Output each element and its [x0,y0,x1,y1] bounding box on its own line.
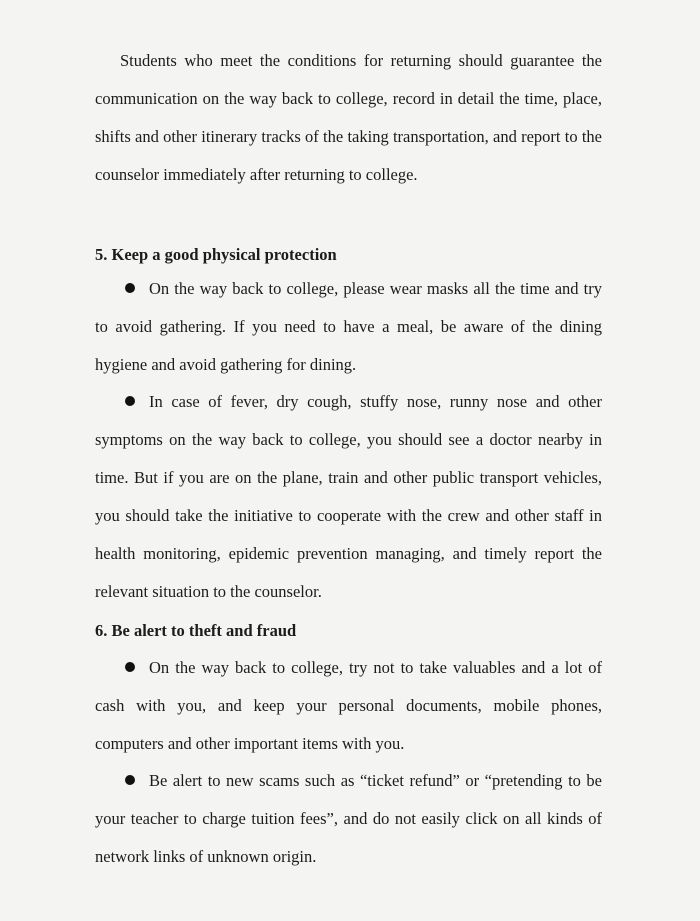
section-6-heading: 6. Be alert to theft and fraud [95,621,297,640]
bullet-text: Be alert to new scams such as “ticket refund” or “pretending to be your teacher to charge tuition fees”, and do not easily click on all kinds of network links of unknown origin. [95,771,602,866]
section-6-bullet-2 [95,762,602,876]
intro-paragraph: Students who meet the conditions for returning should guarantee the communication on the way back to college, record in detail the time, place, shifts and other itinerary tracks of the taking transportation, and report to the counselor immediately after returning to college. [95,51,602,184]
bullet-icon [125,775,135,785]
bullet-text: In case of fever, dry cough, stuffy nose, runny nose and other symptoms on the way back to college, you should see a doctor nearby in time. But if you are on the plane, train and other public transport vehicles, you should take the initiative to cooperate with the crew and other staff in health monitoring, epidemic prevention managing, and timely report the relevant situation to the counselor. [95,392,602,601]
bullet-text: On the way back to college, try not to take valuables and a lot of cash with you, and keep your personal documents, mobile phones, computers and other important items with you. [95,658,602,753]
bullet-icon [125,396,135,406]
section-6-bullet-1 [95,649,602,763]
section-5-bullet-2 [95,383,602,610]
bullet-text: On the way back to college, please wear masks all the time and try to avoid gathering. If you need to have a meal, be aware of the dining hygiene and avoid gathering for dining. [95,279,602,374]
section-5-heading: 5. Keep a good physical protection [95,245,337,264]
section-5-bullet-1 [95,270,602,384]
bullet-icon [125,662,135,672]
bullet-icon [125,283,135,293]
